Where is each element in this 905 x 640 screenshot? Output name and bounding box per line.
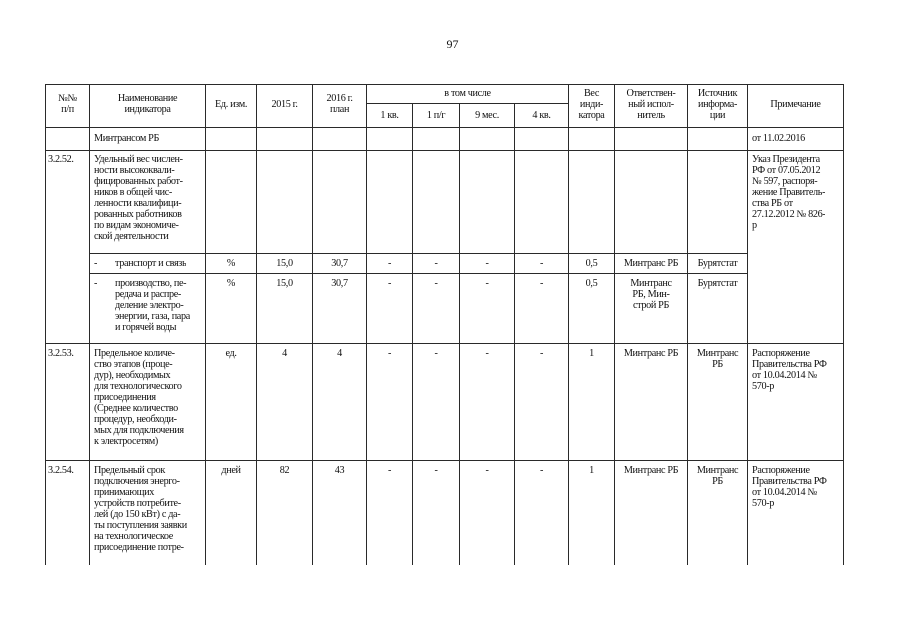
rule [45, 150, 843, 151]
row2-9m: - [485, 258, 489, 269]
row2-unit: % [226, 258, 236, 269]
row5-9m: - [485, 465, 489, 476]
row4-h1: - [434, 348, 438, 359]
row2-q4: - [539, 258, 544, 269]
header-including: в том числе [444, 88, 491, 99]
rule [256, 84, 257, 565]
header-name: Наименование индикатора [117, 93, 178, 115]
row4-2015: 4 [282, 348, 287, 359]
row3-dash: - [94, 278, 98, 289]
rule [843, 84, 844, 565]
row5-q1: - [387, 465, 392, 476]
rule [568, 84, 569, 565]
row4-note: Распоряжение Правительства РФ от 10.04.2014 № 570-р [752, 348, 827, 392]
rule [687, 84, 688, 565]
row3-2016: 30,7 [331, 278, 348, 289]
row2-weight: 0,5 [585, 258, 598, 269]
row2-source: Бурятстат [697, 258, 738, 269]
row5-q4: - [539, 465, 544, 476]
rule [366, 84, 367, 565]
header-num: №№ п/п [58, 93, 77, 115]
page-number: 97 [446, 37, 459, 51]
row4-weight: 1 [589, 348, 594, 359]
rule [45, 84, 843, 85]
row4-unit: ед. [225, 348, 237, 359]
header-2016: 2016 г. план [326, 93, 353, 115]
row3-2015: 15,0 [276, 278, 293, 289]
rule [45, 460, 843, 461]
row4-responsible: Минтранс РБ [623, 348, 679, 359]
row3-q4: - [539, 278, 544, 289]
rule [412, 103, 413, 565]
row3-9m: - [485, 278, 489, 289]
header-note: Примечание [770, 99, 821, 110]
row4-name: Предельное количе- ство этапов (проце- дур), необходимых для технологического присоединения (Среднее количество процедур, необходи- мых для подключения к электросетям) [94, 348, 184, 447]
header-q1: 1 кв. [380, 110, 399, 121]
row5-h1: - [434, 465, 438, 476]
rule [747, 84, 748, 565]
rule [89, 84, 90, 565]
row5-responsible: Минтранс РБ [623, 465, 679, 476]
row3-name: производство, пе- редача и распре- деление электро- энергии, газа, пара и горячей воды [115, 278, 190, 333]
header-weight: Вес инди- катора [578, 88, 605, 121]
row1-name: Удельный вес числен- ности высококвали- фицированных работ- ников в общей чис- ленности квалифици- рованных работников по видам экономиче- ской деятельности [94, 154, 183, 242]
row0-note: от 11.02.2016 [752, 133, 805, 144]
row5-num: 3.2.54. [48, 465, 74, 476]
row5-weight: 1 [589, 465, 594, 476]
rule [312, 84, 313, 565]
row3-unit: % [226, 278, 236, 289]
rule [45, 343, 843, 344]
row2-dash: - [94, 258, 98, 269]
rule [514, 103, 515, 565]
row4-2016: 4 [337, 348, 342, 359]
header-9m: 9 мес. [475, 110, 499, 121]
row4-source: Минтранс РБ [696, 348, 739, 370]
row2-2016: 30,7 [331, 258, 348, 269]
row4-q1: - [387, 348, 392, 359]
header-q4: 4 кв. [532, 110, 551, 121]
row3-h1: - [434, 278, 438, 289]
rule [89, 273, 747, 274]
rule [205, 84, 206, 565]
row5-source: Минтранс РБ [696, 465, 739, 487]
row5-note: Распоряжение Правительства РФ от 10.04.2014 № 570-р [752, 465, 827, 509]
rule [459, 103, 460, 565]
row5-2016: 43 [334, 465, 345, 476]
row2-2015: 15,0 [276, 258, 293, 269]
row2-q1: - [387, 258, 392, 269]
rule [366, 103, 568, 104]
rule [45, 84, 46, 565]
row5-unit: дней [221, 465, 241, 476]
row3-weight: 0,5 [585, 278, 598, 289]
row5-2015: 82 [279, 465, 290, 476]
header-h1: 1 п/г [426, 110, 446, 121]
header-responsible: Ответствен- ный испол- нитель [626, 88, 676, 121]
row2-h1: - [434, 258, 438, 269]
row4-num: 3.2.53. [48, 348, 74, 359]
header-2015: 2015 г. [271, 99, 298, 110]
row1-note: Указ Президента РФ от 07.05.2012 № 597, распоря- жение Правитель- ства РБ от 27.12.2012 № 826- р [752, 154, 826, 231]
header-source: Источник информа- ции [697, 88, 738, 121]
row2-name: транспорт и связь [115, 258, 187, 269]
row4-q4: - [539, 348, 544, 359]
row0-name: Минтрансом РБ [94, 133, 159, 144]
row3-source: Бурятстат [697, 278, 738, 289]
rule [45, 127, 843, 128]
rule [89, 253, 747, 254]
row3-responsible: Минтранс РБ, Мин- строй РБ [630, 278, 672, 311]
row3-q1: - [387, 278, 392, 289]
row4-9m: - [485, 348, 489, 359]
rule [614, 84, 615, 565]
row5-name: Предельный срок подключения энерго- принимающих устройств потребите- лей (до 150 кВт) с да- ты поступления заявки на технологическое присоединение потре- [94, 465, 187, 553]
row2-responsible: Минтранс РБ [623, 258, 679, 269]
header-unit: Ед. изм. [214, 99, 248, 110]
row1-num: 3.2.52. [48, 154, 74, 165]
